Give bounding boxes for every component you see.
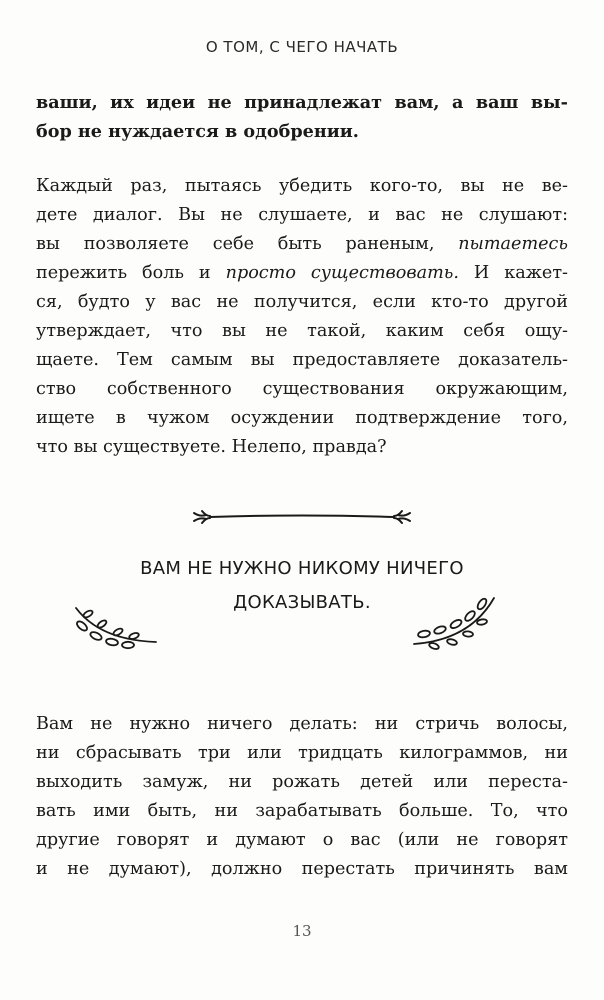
text-line: ваши, их идеи не принадлежат вам, а ваш вы-: [36, 92, 568, 113]
text-span: пережить боль и: [36, 263, 226, 283]
text-line: ство собственного существования окружающим,: [36, 379, 568, 399]
bold-paragraph: [36, 88, 568, 146]
text-line: ся, будто у вас не получится, если кто-то другой: [36, 292, 568, 312]
text-line: Вам не нужно ничего делать: ни стричь волосы,: [36, 714, 568, 734]
italic-text: пытаетесь: [458, 234, 568, 254]
laurel-branch-icon: [410, 592, 500, 652]
main-paragraph: [36, 172, 568, 462]
text-line: ищете в чужом осуждении подтверждение того,: [36, 408, 568, 428]
callout-line: ДОКАЗЫВАТЬ.: [233, 592, 371, 613]
text-line: дете диалог. Вы не слушаете, и вас не слушают:: [36, 205, 568, 225]
laurel-branch-icon: [70, 600, 160, 655]
bottom-paragraph: [36, 710, 568, 884]
text-line-mixed: [36, 230, 568, 259]
text-line: бор не нуждается в одобрении.: [36, 121, 359, 142]
italic-text: просто существовать.: [225, 263, 459, 283]
branch-divider-icon: [180, 505, 424, 529]
running-header: О ТОМ, С ЧЕГО НАЧАТЬ: [205, 38, 399, 56]
text-line: и не думают), должно перестать причинять вам: [36, 859, 568, 879]
callout-line: ВАМ НЕ НУЖНО НИКОМУ НИЧЕГО: [140, 558, 464, 579]
text-line: щаете. Тем самым вы предоставляете доказатель-: [36, 350, 568, 370]
text-line: ни сбрасывать три или тридцать килограммов, ни: [36, 743, 568, 763]
text-line: вать ими быть, ни зарабатывать больше. То, что: [36, 801, 568, 821]
text-line: другие говорят и думают о вас (или не говорят: [36, 830, 568, 850]
text-line: выходить замуж, ни рожать детей или переста-: [36, 772, 568, 792]
text-line-mixed: [36, 259, 568, 288]
text-span: И кажет-: [458, 263, 568, 283]
text-line: что вы существуете. Нелепо, правда?: [36, 437, 387, 457]
page-number: 13: [292, 922, 312, 940]
text-span: вы позволяете себе быть раненым,: [36, 234, 459, 254]
text-line: утверждает, что вы не такой, каким себя ощу-: [36, 321, 568, 341]
text-line: Каждый раз, пытаясь убедить кого-то, вы не ве-: [36, 176, 568, 196]
